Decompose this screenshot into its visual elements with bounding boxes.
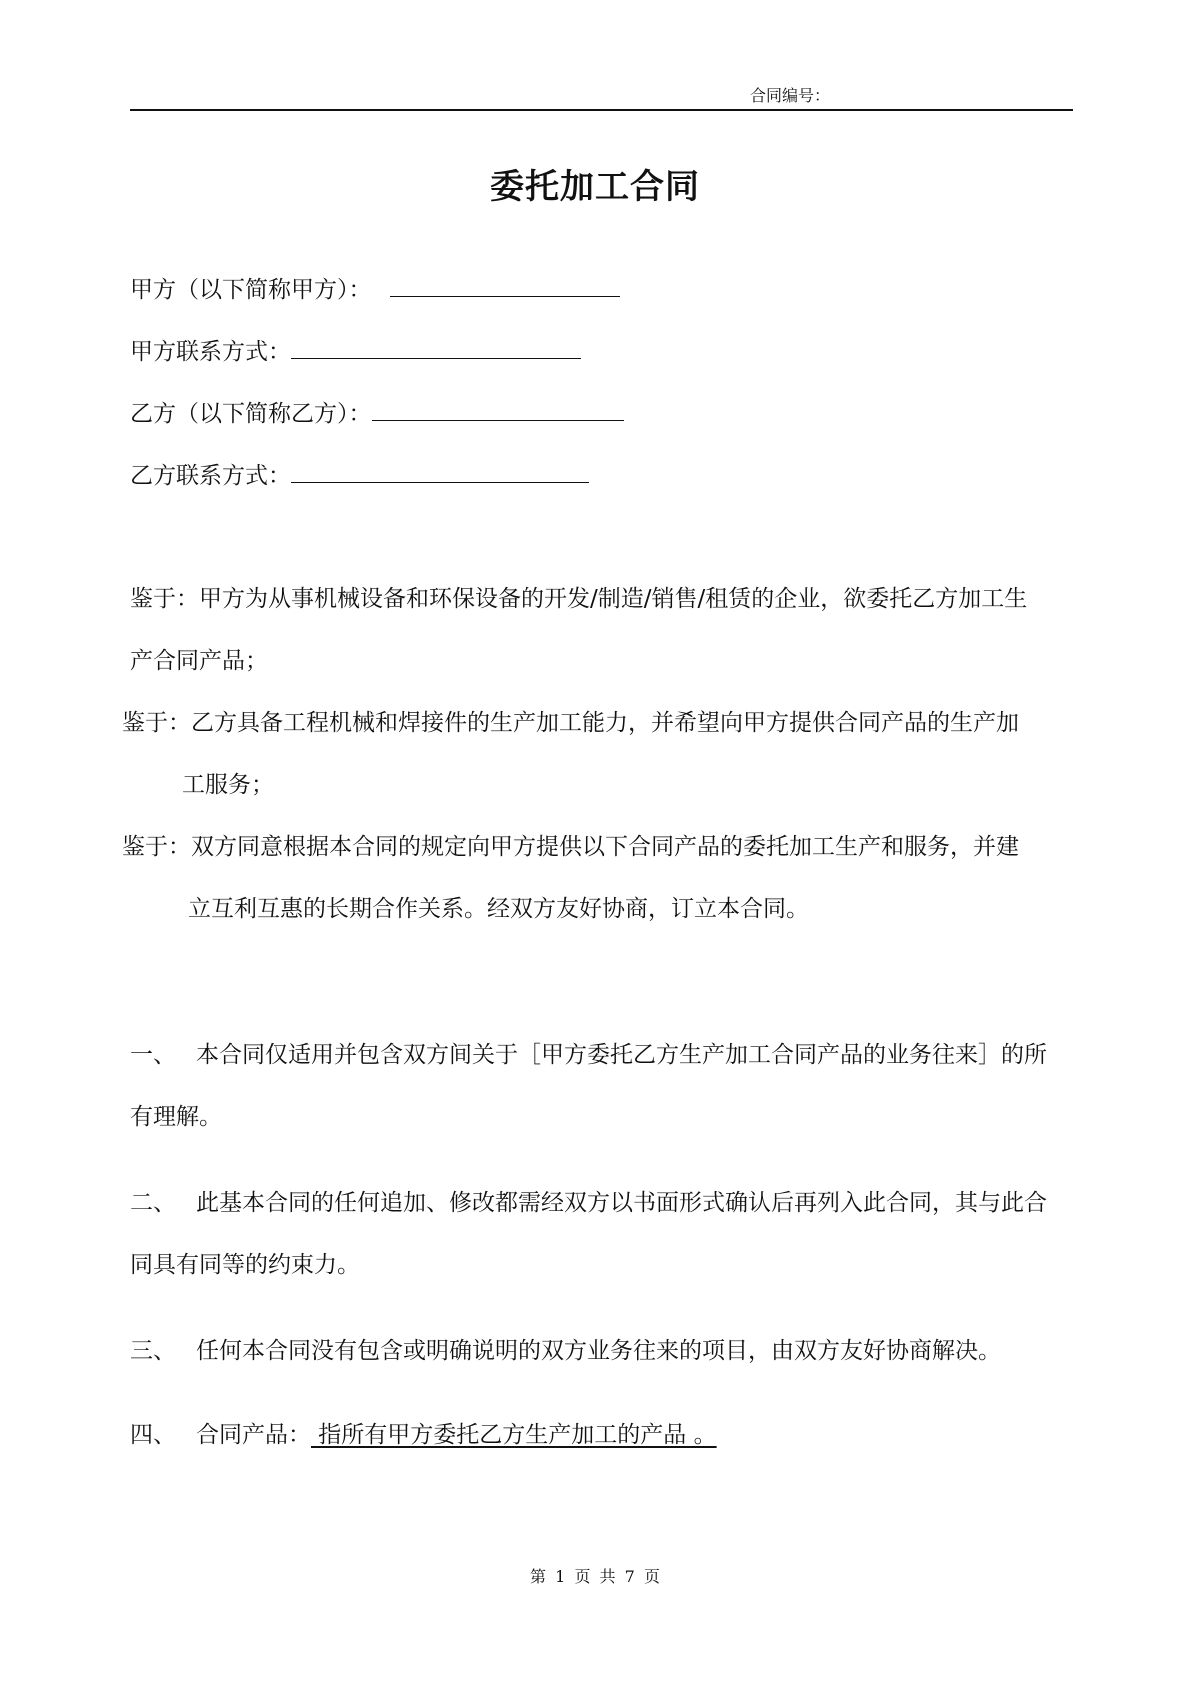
recital-3-line-1: 鉴于：双方同意根据本合同的规定向甲方提供以下合同产品的委托加工生产和服务，并建 bbox=[122, 834, 1019, 860]
clause-1-line-1 bbox=[130, 1040, 1047, 1070]
footer-page-unit: 页 bbox=[574, 1567, 591, 1586]
clause-2-line-1 bbox=[130, 1188, 1047, 1218]
party-b-blank[interactable] bbox=[372, 396, 624, 421]
party-b-line bbox=[130, 396, 624, 429]
recital-3-line-2: 立互利互惠的长期合作关系。经双方友好协商，订立本合同。 bbox=[188, 896, 809, 922]
clause-4-number: 四、 bbox=[130, 1422, 176, 1448]
party-a-label: 甲方（以下简称甲方）： bbox=[130, 277, 372, 303]
recital-2-line-1: 鉴于：乙方具备工程机械和焊接件的生产加工能力，并希望向甲方提供合同产品的生产加 bbox=[122, 710, 1019, 736]
clause-3-number: 三、 bbox=[130, 1338, 176, 1364]
page-number-footer bbox=[0, 1567, 1190, 1587]
party-b-contact-blank[interactable] bbox=[291, 458, 589, 483]
recital-2-line-2: 工服务； bbox=[182, 772, 274, 798]
clause-2-line-2: 同具有同等的约束力。 bbox=[130, 1252, 360, 1278]
recital-1-line-1: 鉴于：甲方为从事机械设备和环保设备的开发/制造/销售/租赁的企业，欲委托乙方加工生 bbox=[130, 586, 1028, 612]
header-divider bbox=[130, 109, 1073, 111]
party-a-contact-blank[interactable] bbox=[291, 334, 581, 359]
contract-number-label: 合同编号： bbox=[750, 86, 831, 105]
party-b-contact-label: 乙方联系方式： bbox=[130, 463, 291, 489]
clause-1-text: 本合同仅适用并包含双方间关于［甲方委托乙方生产加工合同产品的业务往来］的所 bbox=[196, 1042, 1047, 1068]
clause-1-line-2: 有理解。 bbox=[130, 1104, 222, 1130]
clause-3-line-1 bbox=[130, 1336, 1001, 1366]
footer-page-current: 1 bbox=[555, 1567, 566, 1586]
document-title: 委托加工合同 bbox=[490, 167, 700, 207]
footer-page-word: 第 bbox=[530, 1567, 547, 1586]
party-a-line bbox=[130, 272, 620, 305]
clause-1-number: 一、 bbox=[130, 1042, 176, 1068]
footer-total-unit: 页 bbox=[643, 1567, 660, 1586]
recital-1-line-2: 产合同产品； bbox=[130, 648, 268, 674]
footer-page-total: 7 bbox=[624, 1567, 635, 1586]
party-b-label: 乙方（以下简称乙方）： bbox=[130, 401, 372, 427]
party-a-contact-label: 甲方联系方式： bbox=[130, 339, 291, 365]
clause-2-text: 此基本合同的任何追加、修改都需经双方以书面形式确认后再列入此合同，其与此合 bbox=[196, 1190, 1047, 1216]
party-a-contact-line bbox=[130, 334, 581, 367]
clause-4-value: 指所有甲方委托乙方生产加工的产品 。 bbox=[311, 1422, 717, 1448]
clause-4-line-1 bbox=[130, 1420, 717, 1450]
clause-4-label: 合同产品： bbox=[196, 1422, 311, 1448]
party-b-contact-line bbox=[130, 458, 589, 491]
footer-total-word: 共 bbox=[599, 1567, 616, 1586]
clause-2-number: 二、 bbox=[130, 1190, 176, 1216]
party-a-blank[interactable] bbox=[390, 272, 620, 297]
clause-3-text: 任何本合同没有包含或明确说明的双方业务往来的项目，由双方友好协商解决。 bbox=[196, 1338, 1001, 1364]
